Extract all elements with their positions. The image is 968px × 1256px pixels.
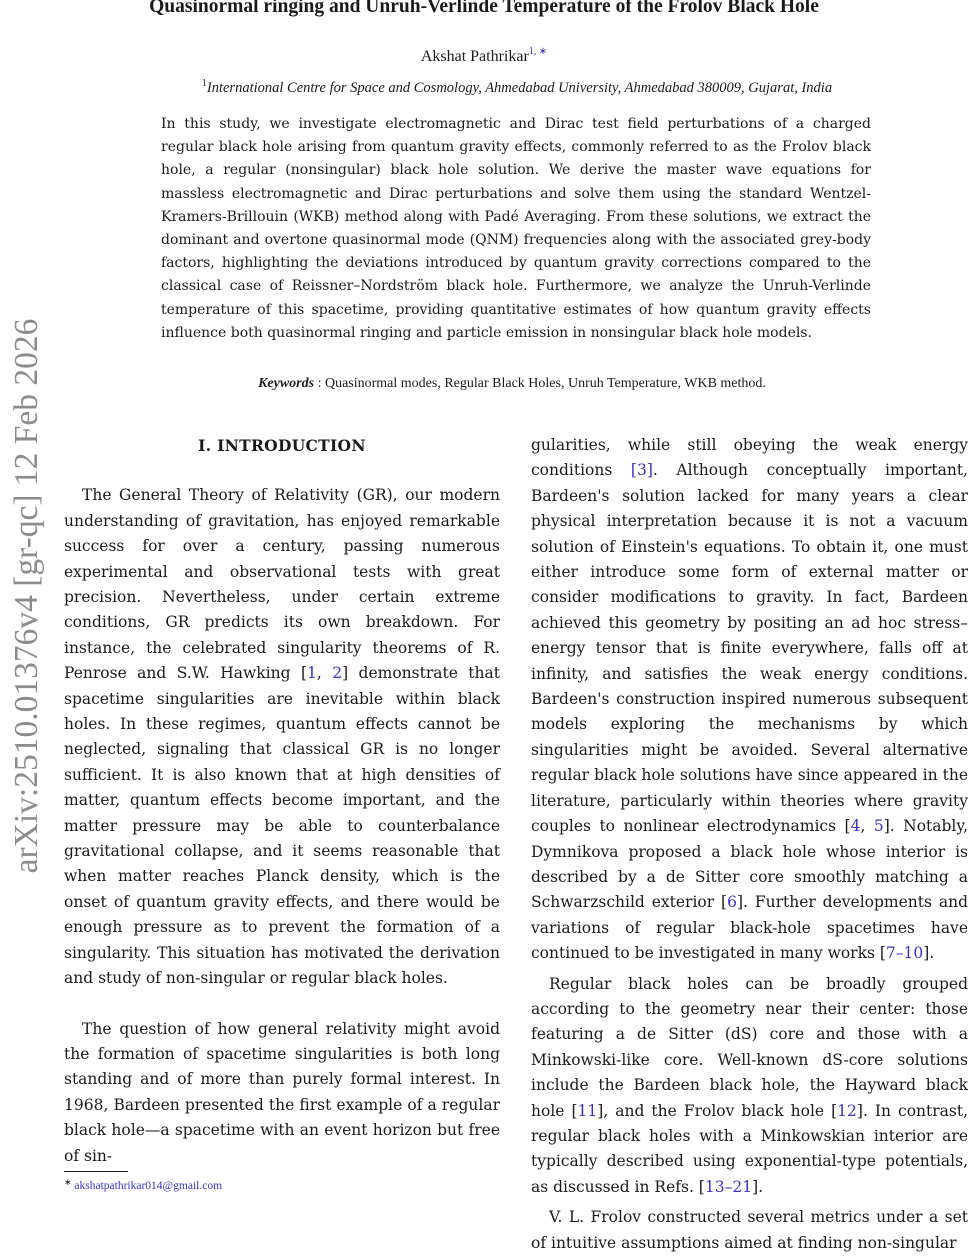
- section-heading: I. INTRODUCTION: [198, 436, 366, 455]
- abstract: In this study, we investigate electromagnetic and Dirac test field perturbations of a charged regular black hole arising from quantum gravity effects, commonly referred to as the Frolov black hole, a regular (nonsingular) black hole solution. We derive the master wave equations for massless electromagnetic and Dirac perturbations and solve them using the standard Wentzel-Kramers-Brillouin (WKB) method along with Padé Averaging. From these solutions, we extract the dominant and overtone quasinormal mode (QNM) frequencies along with the associated grey-body factors, highlighting the deviations introduced by quantum gravity corrections compared to the classical case of Reissner–Nordström black hole. Furthermore, we analyze the Unruh-Verlinde temperature of this spacetime, providing quantitative estimates of how quantum gravity effects influence both quasinormal ringing and particle emission in nonsingular black hole models.: [161, 116, 871, 341]
- intro-paragraph-3: [531, 433, 968, 967]
- affiliation-text: International Centre for Space and Cosmology, Ahmedabad University, Ahmedabad 380009, Gujarat, India: [206, 80, 833, 96]
- intro-paragraph-2: The question of how general relativity might avoid the formation of spacetime singularities is both long standing and of more than purely formal interest. In 1968, Bardeen presented the first example of a regular black hole—a spacetime with an event horizon but free of sin-: [64, 1019, 500, 1165]
- citation-link[interactable]: 6: [727, 893, 737, 912]
- text-run: ].: [923, 944, 935, 963]
- intro-paragraph-5: V. L. Frolov constructed several metrics under a set of intuitive assumptions aimed at finding non-singular: [531, 1208, 968, 1252]
- arxiv-id: arXiv:2510.01376v4 [gr-qc] 12 Feb 2026: [8, 318, 45, 874]
- text-run: ]: [342, 664, 349, 683]
- text-run: demonstrate that spacetime singularities are inevitable within black holes. In these regimes, quantum effects cannot be neglected, signaling that classical GR is no longer sufficient. It is also known that at high densities of matter, quantum effects become important, and the matter pressure may be able to counterbalance gravitational collapse, and it seems reasonable that when matter reaches Planck density, which is the onset of quantum gravity effects, and there would be enough pressure as to prevent the formation of a singularity. This situation has motivated the derivation and study of non-singular or regular black holes.: [64, 664, 500, 988]
- right-column: [531, 433, 968, 1256]
- affiliation: [0, 78, 968, 97]
- citation-link[interactable]: 13–21: [704, 1177, 753, 1196]
- citation-link[interactable]: 2: [332, 664, 343, 683]
- text-run: ,: [316, 664, 333, 683]
- author-line: [0, 46, 968, 66]
- paper-title: Quasinormal ringing and Unruh-Verlinde Temperature of the Frolov Black Hole: [149, 0, 819, 17]
- text-run: [: [300, 664, 307, 683]
- footnote-marker: ∗: [64, 1177, 72, 1187]
- citation-link[interactable]: 1: [307, 664, 317, 683]
- citation-link[interactable]: 4: [850, 817, 861, 836]
- citation-link[interactable]: 5: [873, 817, 884, 836]
- text-run: ]. In contrast, regular black holes with a Minkowskian interior are typically described using exponential-type potentials, as discussed in Refs. [: [531, 1101, 968, 1196]
- author-marker[interactable]: 1, ∗: [528, 46, 548, 57]
- text-run: ]. Notably, Dymnikova proposed a black hole whose interior is described by a de Sitter core smoothly matching a Schwarzschild exterior [: [531, 817, 968, 912]
- keywords: [0, 376, 968, 392]
- keywords-text: Quasinormal modes, Regular Black Holes, Unruh Temperature, WKB method.: [324, 376, 766, 391]
- affiliation-marker: 1: [201, 78, 207, 89]
- left-column: [64, 433, 500, 1169]
- citation-link[interactable]: 11: [577, 1101, 598, 1120]
- keywords-label: Keywords: [258, 376, 315, 391]
- intro-paragraph-4: [531, 972, 968, 1201]
- text-run: gularities, while still obeying the weak energy conditions: [531, 436, 968, 480]
- intro-paragraph-1: [64, 483, 500, 991]
- text-run: ,: [860, 817, 874, 836]
- footnote: [64, 1177, 222, 1192]
- arxiv-stamp: [6, 306, 48, 886]
- text-run: . Although conceptually important, Bardeen's solution lacked for many years a clear physical interpretation because it is not a vacuum solution of Einstein's equations. To obtain it, one must either introduce some form of external matter or consider modifications to gravity. In fact, Bardeen achieved this geometry by positing an ad hoc stress–energy tensor that is finite everywhere, falls off at infinity, and satisfies the weak energy conditions. Bardeen's construction inspired numerous subsequent models exploring the mechanisms by which singularities might be avoided. Several alternative regular black hole solutions have since appeared in the literature, particularly within theories where gravity couples to nonlinear electrodynamics [: [531, 461, 968, 836]
- text-run: Regular black holes can be broadly grouped according to the geometry near their center: those featuring a de Sitter (dS) core and those with a Minkowski-like core. Well-known dS-core solutions include the Bardeen black hole, the Hayward black hole [: [531, 974, 968, 1120]
- footnote-rule: [64, 1171, 128, 1172]
- keywords-separator: :: [314, 376, 325, 391]
- text-run: The General Theory of Relativity (GR), our modern understanding of gravitation, has enjoyed remarkable success for over a century, passing numerous experimental and observational tests with great precision. Nevertheless, under certain extreme conditions, GR predicts its own breakdown. For instance, the celebrated singularity theorems of R. Penrose and S.W. Hawking: [64, 486, 500, 683]
- text-run: ].: [752, 1177, 764, 1196]
- email-link[interactable]: akshatpathrikar014@gmail.com: [74, 1180, 223, 1192]
- author-name: Akshat Pathrikar: [420, 48, 529, 65]
- text-run: ]. Further developments and variations of regular black-hole spacetimes have continued to be investigated in many works [: [531, 893, 968, 963]
- citation-link[interactable]: 7–10: [885, 944, 924, 963]
- text-run: ], and the Frolov black hole [: [597, 1101, 838, 1120]
- citation-link[interactable]: 12: [837, 1101, 857, 1120]
- citation-link[interactable]: [3]: [630, 461, 653, 480]
